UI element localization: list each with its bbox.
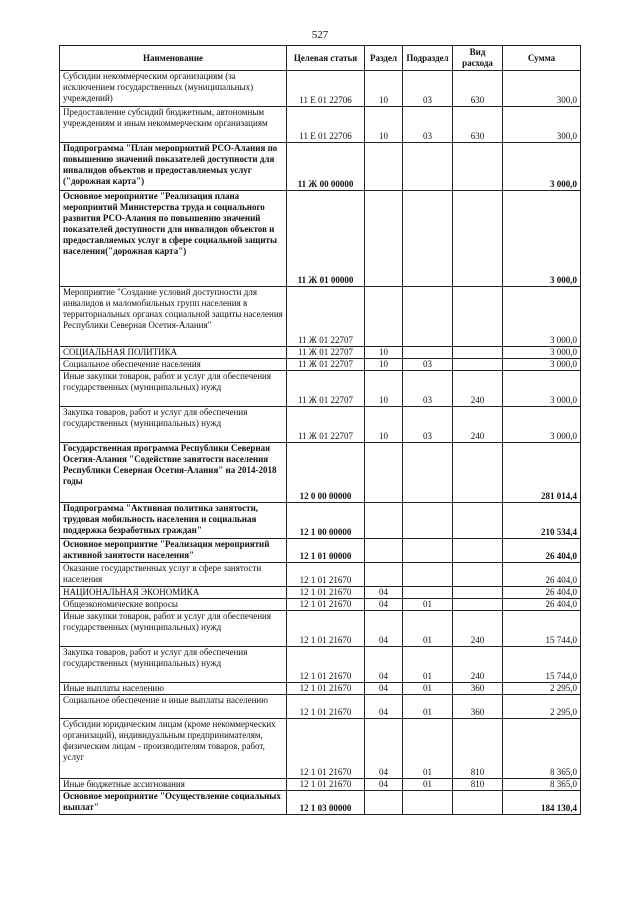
cell-subsection: 01 <box>403 779 453 791</box>
cell-target-article: 11 Ж 01 22707 <box>287 347 365 359</box>
cell-sum: 3 000,0 <box>503 407 581 443</box>
cell-name: Закупка товаров, работ и услуг для обеспечения государственных (муниципальных) нужд <box>60 647 287 683</box>
cell-subsection: 01 <box>403 683 453 695</box>
cell-section <box>365 191 403 287</box>
cell-subsection: 03 <box>403 407 453 443</box>
table-row <box>60 191 581 287</box>
cell-name: НАЦИОНАЛЬНАЯ ЭКОНОМИКА <box>60 587 287 599</box>
cell-name: Предоставление субсидий бюджетным, автономным учреждениям и иным некоммерческим организациям <box>60 107 287 143</box>
table-row <box>60 347 581 359</box>
cell-subsection: 03 <box>403 71 453 107</box>
cell-target-article: 11 Е 01 22706 <box>287 71 365 107</box>
table-row <box>60 407 581 443</box>
cell-subsection <box>403 287 453 347</box>
cell-section: 10 <box>365 107 403 143</box>
cell-expense-kind <box>453 143 503 191</box>
cell-name: Субсидии некоммерческим организациям (за исключением государственных (муниципальных) учреждений) <box>60 71 287 107</box>
cell-expense-kind: 240 <box>453 611 503 647</box>
cell-subsection <box>403 347 453 359</box>
cell-target-article: 12 1 01 21670 <box>287 719 365 779</box>
cell-expense-kind: 810 <box>453 719 503 779</box>
cell-expense-kind <box>453 443 503 503</box>
cell-subsection: 03 <box>403 107 453 143</box>
cell-target-article: 12 1 01 21670 <box>287 683 365 695</box>
cell-subsection: 01 <box>403 647 453 683</box>
cell-target-article: 12 1 01 21670 <box>287 695 365 719</box>
cell-section: 04 <box>365 683 403 695</box>
cell-target-article: 12 1 03 00000 <box>287 791 365 815</box>
cell-expense-kind <box>453 539 503 563</box>
header-sum: Сумма <box>503 46 581 71</box>
cell-subsection <box>403 563 453 587</box>
cell-expense-kind <box>453 563 503 587</box>
table-row <box>60 647 581 683</box>
cell-name: Основное мероприятие "Реализация мероприятий активной занятости населения" <box>60 539 287 563</box>
cell-expense-kind <box>453 287 503 347</box>
table-row <box>60 719 581 779</box>
cell-section: 10 <box>365 359 403 371</box>
cell-target-article: 11 Ж 01 22707 <box>287 407 365 443</box>
cell-sum: 3 000,0 <box>503 287 581 347</box>
cell-sum: 8 365,0 <box>503 779 581 791</box>
cell-subsection: 01 <box>403 719 453 779</box>
table-row <box>60 683 581 695</box>
cell-section <box>365 791 403 815</box>
cell-name: Иные закупки товаров, работ и услуг для обеспечения государственных (муниципальных) нужд <box>60 371 287 407</box>
cell-subsection: 01 <box>403 599 453 611</box>
cell-section: 04 <box>365 779 403 791</box>
cell-expense-kind: 240 <box>453 371 503 407</box>
cell-target-article: 12 1 01 21670 <box>287 647 365 683</box>
cell-section: 10 <box>365 347 403 359</box>
cell-subsection <box>403 443 453 503</box>
cell-sum: 26 404,0 <box>503 599 581 611</box>
cell-section: 04 <box>365 599 403 611</box>
cell-expense-kind: 360 <box>453 683 503 695</box>
cell-section <box>365 503 403 539</box>
cell-sum: 3 000,0 <box>503 371 581 407</box>
cell-target-article: 12 1 01 21670 <box>287 587 365 599</box>
cell-subsection: 01 <box>403 695 453 719</box>
cell-sum: 3 000,0 <box>503 143 581 191</box>
table-row <box>60 611 581 647</box>
cell-target-article: 12 1 01 21670 <box>287 563 365 587</box>
cell-section: 04 <box>365 611 403 647</box>
cell-sum: 281 014,4 <box>503 443 581 503</box>
cell-subsection <box>403 191 453 287</box>
cell-section: 10 <box>365 71 403 107</box>
cell-section: 04 <box>365 695 403 719</box>
cell-name: Основное мероприятие "Осуществление социальных выплат" <box>60 791 287 815</box>
cell-sum: 8 365,0 <box>503 719 581 779</box>
cell-sum: 15 744,0 <box>503 647 581 683</box>
cell-section: 10 <box>365 407 403 443</box>
table-row <box>60 359 581 371</box>
table-row <box>60 287 581 347</box>
cell-name: Социальное обеспечение населения <box>60 359 287 371</box>
cell-subsection <box>403 791 453 815</box>
cell-name: Оказание государственных услуг в сфере занятости населения <box>60 563 287 587</box>
table-row <box>60 599 581 611</box>
cell-section: 10 <box>365 371 403 407</box>
table-row <box>60 695 581 719</box>
header-expense-kind: Вид расхода <box>453 46 503 71</box>
table-row <box>60 503 581 539</box>
budget-table <box>59 45 581 815</box>
cell-section <box>365 143 403 191</box>
header-subsection: Подраздел <box>403 46 453 71</box>
cell-sum: 210 534,4 <box>503 503 581 539</box>
cell-subsection <box>403 143 453 191</box>
cell-expense-kind <box>453 503 503 539</box>
cell-sum: 15 744,0 <box>503 611 581 647</box>
cell-expense-kind <box>453 359 503 371</box>
cell-section <box>365 287 403 347</box>
table-row <box>60 563 581 587</box>
cell-subsection: 01 <box>403 611 453 647</box>
cell-name: Субсидии юридическим лицам (кроме некоммерческих организаций), индивидуальным предпринимателям, физическим лицам - производителям товаров, работ, услуг <box>60 719 287 779</box>
cell-name: Иные закупки товаров, работ и услуг для обеспечения государственных (муниципальных) нужд <box>60 611 287 647</box>
table-row <box>60 779 581 791</box>
header-name: Наименование <box>60 46 287 71</box>
table-row <box>60 539 581 563</box>
cell-sum: 26 404,0 <box>503 587 581 599</box>
table-row <box>60 143 581 191</box>
header-section: Раздел <box>365 46 403 71</box>
cell-expense-kind: 810 <box>453 779 503 791</box>
cell-expense-kind: 630 <box>453 71 503 107</box>
cell-sum: 3 000,0 <box>503 359 581 371</box>
cell-expense-kind <box>453 587 503 599</box>
table-row <box>60 107 581 143</box>
cell-expense-kind <box>453 347 503 359</box>
cell-subsection <box>403 539 453 563</box>
cell-sum: 300,0 <box>503 107 581 143</box>
cell-expense-kind <box>453 599 503 611</box>
cell-sum: 2 295,0 <box>503 683 581 695</box>
cell-subsection <box>403 503 453 539</box>
cell-section <box>365 539 403 563</box>
cell-target-article: 12 0 00 00000 <box>287 443 365 503</box>
cell-name: Подпрограмма "План мероприятий РСО-Алания по повышению значений показателей доступности для инвалидов объектов и предоставляемых услуг ("дорожная карта") <box>60 143 287 191</box>
cell-name: Основное мероприятие "Реализация плана мероприятий Министерства труда и социального развития РСО-Алания по повышению значений показателей доступности для инвалидов объектов и предоставляемых услуг в сфере социальной защиты населения("дорожная карта") <box>60 191 287 287</box>
cell-target-article: 12 1 01 21670 <box>287 611 365 647</box>
cell-name: Подпрограмма "Активная политика занятости, трудовая мобильность населения и социальная поддержка безработных граждан" <box>60 503 287 539</box>
cell-sum: 2 295,0 <box>503 695 581 719</box>
cell-target-article: 11 Ж 01 22707 <box>287 287 365 347</box>
cell-section: 04 <box>365 647 403 683</box>
table-row <box>60 71 581 107</box>
header-target-article: Целевая статья <box>287 46 365 71</box>
cell-section <box>365 443 403 503</box>
cell-sum: 184 130,4 <box>503 791 581 815</box>
cell-sum: 26 404,0 <box>503 563 581 587</box>
cell-section: 04 <box>365 719 403 779</box>
cell-name: Государственная программа Республики Северная Осетия-Алания "Содействие занятости населения Республики Северная Осетия-Алания" на 2014-2018 годы <box>60 443 287 503</box>
cell-target-article: 11 Ж 01 22707 <box>287 371 365 407</box>
cell-target-article: 12 1 00 00000 <box>287 503 365 539</box>
cell-target-article: 11 Ж 00 00000 <box>287 143 365 191</box>
cell-section: 04 <box>365 587 403 599</box>
cell-sum: 3 000,0 <box>503 191 581 287</box>
cell-name: Иные выплаты населению <box>60 683 287 695</box>
cell-sum: 26 404,0 <box>503 539 581 563</box>
cell-expense-kind: 360 <box>453 695 503 719</box>
cell-expense-kind <box>453 191 503 287</box>
cell-target-article: 12 1 01 21670 <box>287 599 365 611</box>
cell-expense-kind: 240 <box>453 407 503 443</box>
cell-target-article: 11 Е 01 22706 <box>287 107 365 143</box>
table-row <box>60 587 581 599</box>
cell-target-article: 12 1 01 00000 <box>287 539 365 563</box>
cell-target-article: 11 Ж 01 22707 <box>287 359 365 371</box>
cell-sum: 3 000,0 <box>503 347 581 359</box>
cell-subsection: 03 <box>403 359 453 371</box>
cell-target-article: 12 1 01 21670 <box>287 779 365 791</box>
cell-name: Социальное обеспечение и иные выплаты населению <box>60 695 287 719</box>
cell-name: Общеэкономические вопросы <box>60 599 287 611</box>
cell-name: Закупка товаров, работ и услуг для обеспечения государственных (муниципальных) нужд <box>60 407 287 443</box>
cell-sum: 300,0 <box>503 71 581 107</box>
cell-name: Иные бюджетные ассигнования <box>60 779 287 791</box>
table-row <box>60 371 581 407</box>
table-header-row <box>60 46 581 71</box>
cell-name: Мероприятие "Создание условий доступности для инвалидов и маломобильных групп населения в территориальных органах социальной защиты населения Республики Северная Осетия-Алания" <box>60 287 287 347</box>
table-row <box>60 443 581 503</box>
table-row <box>60 791 581 815</box>
cell-subsection <box>403 587 453 599</box>
cell-subsection: 03 <box>403 371 453 407</box>
cell-expense-kind <box>453 791 503 815</box>
cell-expense-kind: 240 <box>453 647 503 683</box>
cell-expense-kind: 630 <box>453 107 503 143</box>
cell-name: СОЦИАЛЬНАЯ ПОЛИТИКА <box>60 347 287 359</box>
page-number: 527 <box>311 29 329 41</box>
cell-section <box>365 563 403 587</box>
cell-target-article: 11 Ж 01 00000 <box>287 191 365 287</box>
